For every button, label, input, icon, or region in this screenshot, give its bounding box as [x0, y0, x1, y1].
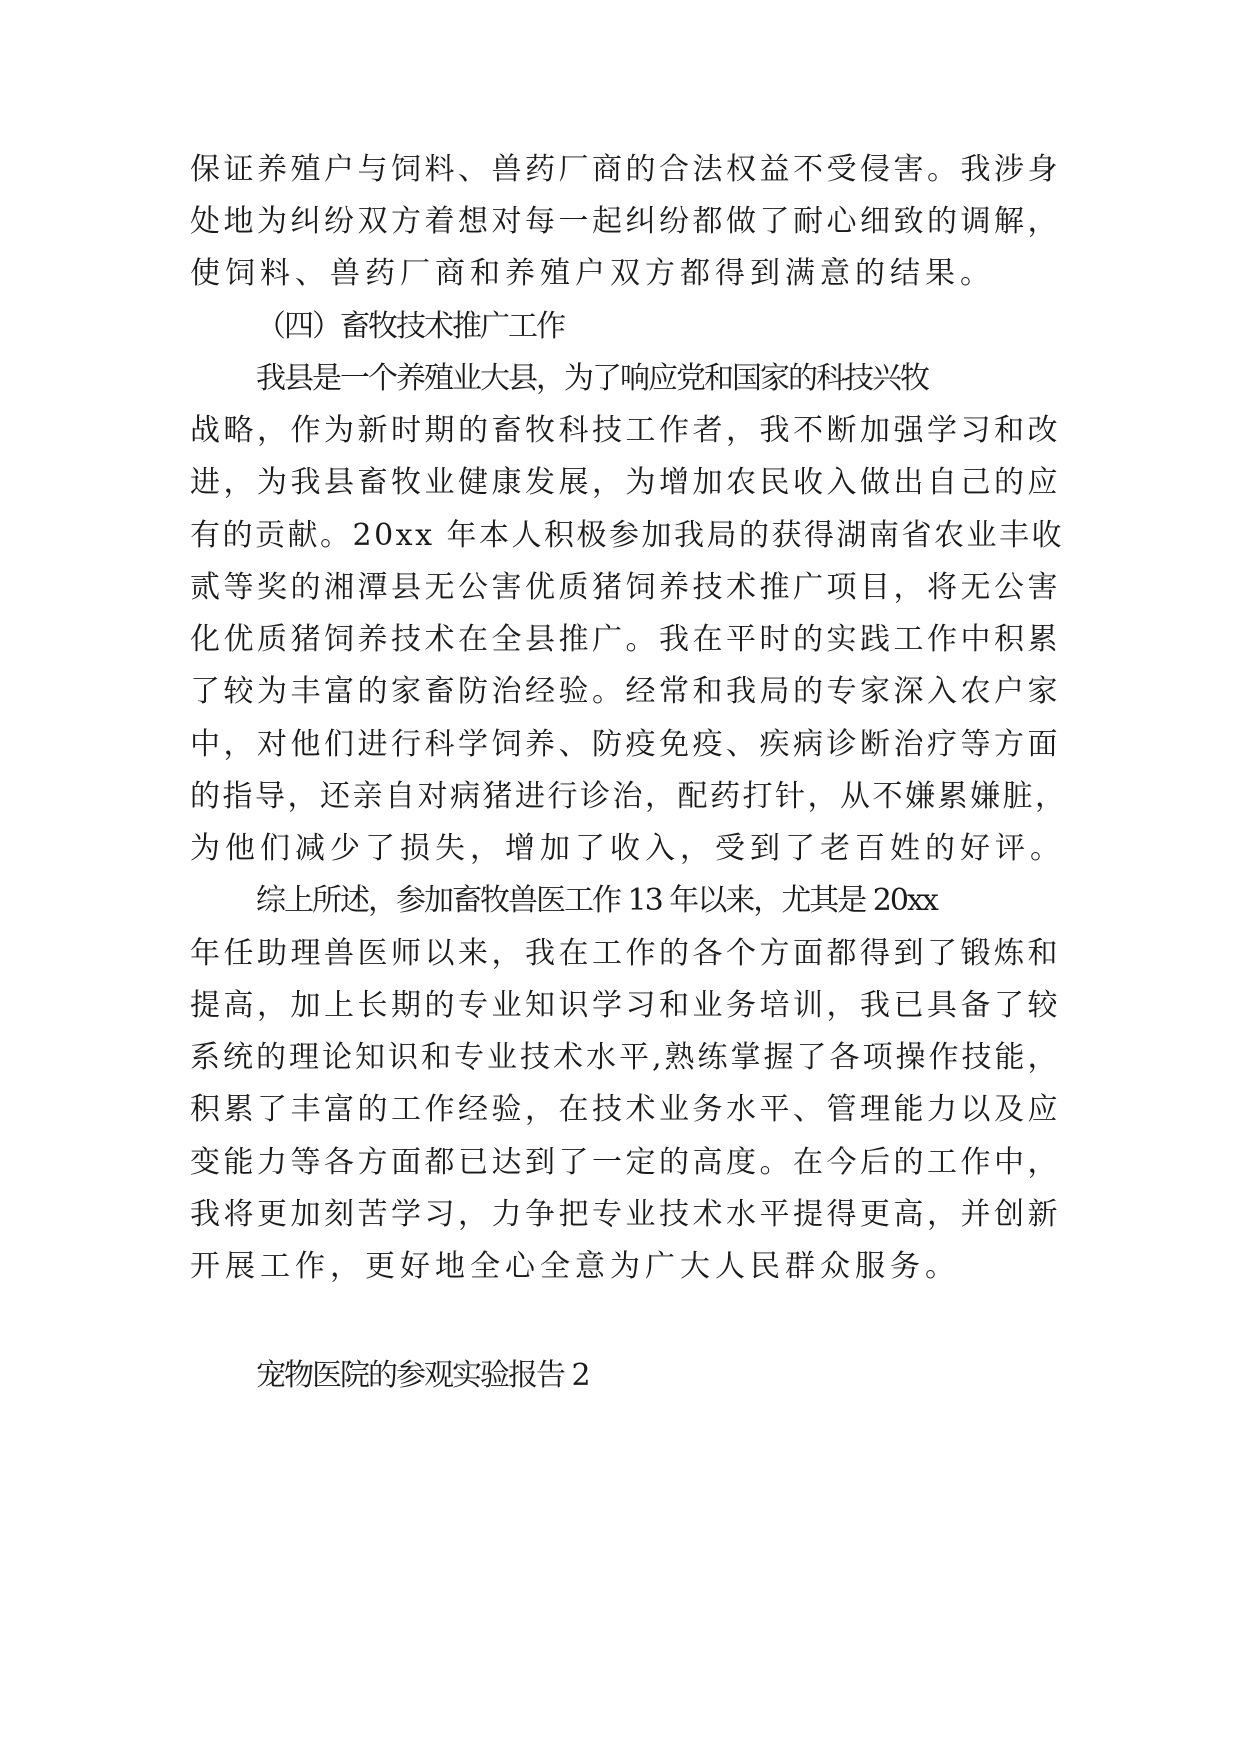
section-heading: （四）畜牧技术推广工作 [256, 309, 564, 344]
paragraph-line: 贰等奖的湘潭县无公害优质猪饲养技术推广项目，将无公害 [190, 570, 1061, 605]
paragraph-line: 有的贡献。20xx 年本人积极参加我局的获得湖南省农业丰收 [190, 518, 1065, 553]
paragraph-line: 年任助理兽医师以来，我在工作的各个方面都得到了锻炼和 [190, 936, 1061, 971]
paragraph-line: 为他们减少了损失，增加了收入，受到了老百姓的好评。 [190, 831, 1065, 866]
document-title: 宠物医院的参观实验报告 2 [256, 1358, 589, 1393]
paragraph-line: 我县是一个养殖业大县，为了响应党和国家的科技兴牧 [256, 361, 928, 396]
paragraph-line: 了较为丰富的家畜防治经验。经常和我局的专家深入农户家 [190, 674, 1061, 709]
paragraph-line: 进，为我县畜牧业健康发展，为增加农民收入做出自己的应 [190, 465, 1061, 500]
paragraph-line: 提高，加上长期的专业知识学习和业务培训，我已具备了较 [190, 988, 1061, 1023]
paragraph-line: 系统的理论知识和专业技术水平,熟练掌握了各项操作技能， [190, 1040, 1061, 1075]
paragraph-line: 综上所述，参加畜牧兽医工作 13 年以来，尤其是 20xx [256, 883, 937, 918]
paragraph-line: 的指导，还亲自对病猪进行诊治，配药打针，从不嫌累嫌脏， [190, 779, 1068, 814]
paragraph-line: 化优质猪饲养技术在全县推广。我在平时的实践工作中积累 [190, 622, 1061, 657]
paragraph-line: 变能力等各方面都已达到了一定的高度。在今后的工作中， [190, 1145, 1061, 1180]
paragraph-line: 中，对他们进行科学饲养、防疫免疫、疾病诊断治疗等方面 [190, 727, 1061, 762]
paragraph-line: 积累了丰富的工作经验，在技术业务水平、管理能力以及应 [190, 1092, 1061, 1127]
paragraph-line: 保证养殖户与饲料、兽药厂商的合法权益不受侵害。我涉身 [190, 152, 1061, 187]
paragraph-line: 我将更加刻苦学习，力争把专业技术水平提得更高，并创新 [190, 1197, 1061, 1232]
paragraph-line: 处地为纠纷双方着想对每一起纠纷都做了耐心细致的调解， [190, 204, 1061, 239]
paragraph-line: 使饲料、兽药厂商和养殖户双方都得到满意的结果。 [190, 256, 995, 291]
paragraph-line: 开展工作，更好地全心全意为广大人民群众服务。 [190, 1249, 960, 1284]
paragraph-line: 战略，作为新时期的畜牧科技工作者，我不断加强学习和改 [190, 413, 1061, 448]
